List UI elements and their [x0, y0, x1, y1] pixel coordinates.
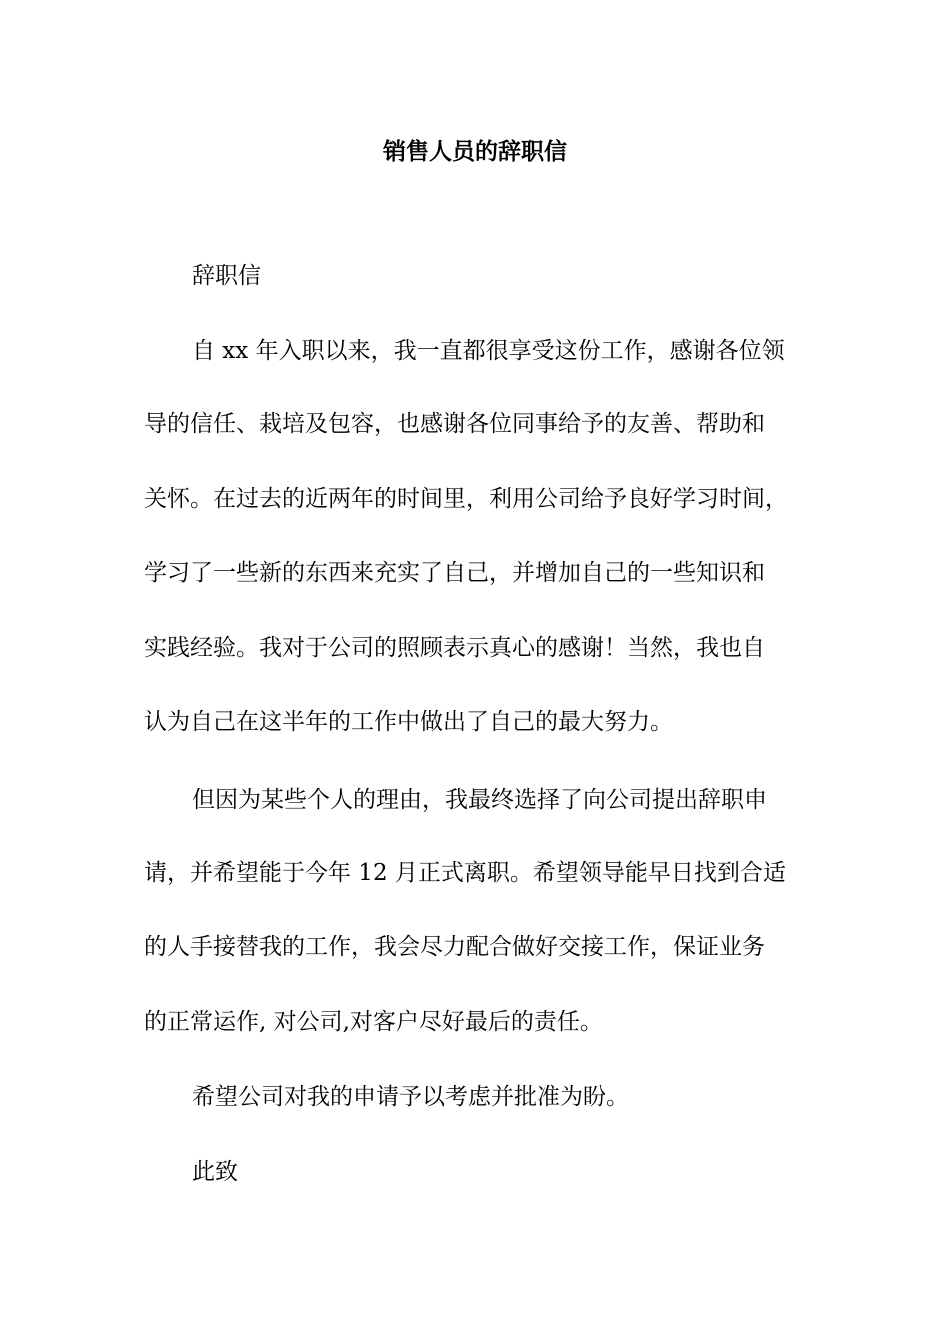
body-line: 关怀。在过去的近两年的时间里，利用公司给予良好学习时间，	[144, 486, 788, 512]
body-line: 希望公司对我的申请予以考虑并批准为盼。	[192, 1084, 629, 1110]
body-line: 实践经验。我对于公司的照顾表示真心的感谢！当然，我也自	[144, 635, 765, 661]
body-line: 请，并希望能于今年 12 月正式离职。希望领导能早日找到合适	[144, 860, 786, 886]
body-line: 的人手接替我的工作，我会尽力配合做好交接工作，保证业务	[144, 934, 765, 960]
body-line: 自 xx 年入职以来，我一直都很享受这份工作，感谢各位领	[192, 338, 785, 364]
body-line: 认为自己在这半年的工作中做出了自己的最大努力。	[144, 709, 673, 735]
closing-line: 此致	[192, 1159, 238, 1185]
body-line: 学习了一些新的东西来充实了自己，并增加自己的一些知识和	[144, 560, 765, 586]
salutation-heading: 辞职信	[192, 263, 261, 289]
body-line: 导的信任、栽培及包容，也感谢各位同事给予的友善、帮助和	[144, 411, 765, 437]
body-line: 的正常运作, 对公司,对客户尽好最后的责任。	[144, 1009, 603, 1035]
body-line: 但因为某些个人的理由，我最终选择了向公司提出辞职申	[192, 787, 767, 813]
document-title: 销售人员的辞职信	[383, 139, 567, 165]
